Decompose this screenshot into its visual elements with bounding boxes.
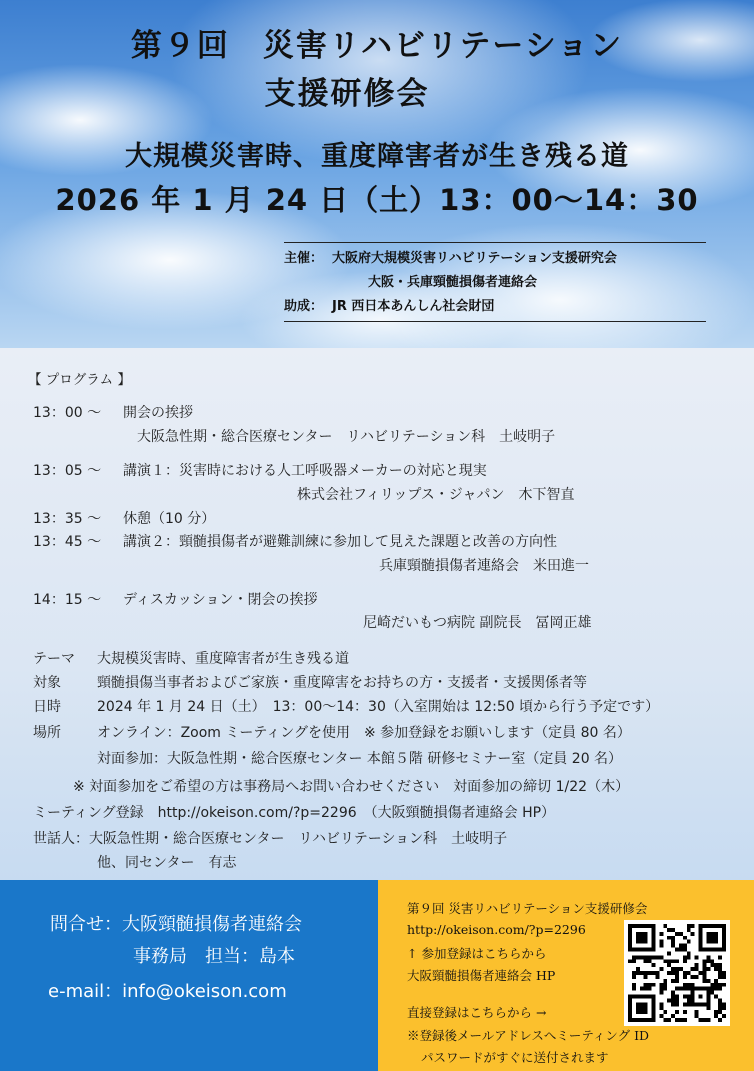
contact-email[interactable]: e-mail：info@okeison.com [48,981,287,1002]
target-value: 頸髄損傷当事者およびご家族・重度障害をお持ちの方・支援者・支援関係者等 [97,675,587,691]
date-label: 日時 [33,699,61,715]
event-datetime: 2026 年 1 月 24 日（土）13：00～14：30 [55,183,699,217]
program-time: 13：45 ～ [33,534,102,550]
program-time: 13：00 ～ [33,405,102,421]
meeting-registration: ミーティング登録 http://okeison.com/?p=2296 （大阪頸髄損傷者連絡会 HP） [33,805,556,821]
venue-onsite: 対面参加：大阪急性期・総合医療センター 本館５階 研修セミナー室（定員 20 名） [97,751,623,767]
venue-label: 場所 [33,725,61,741]
host-line-1 [284,247,706,271]
host-1: 大阪府大規模災害リハビリテーション支援研究会 [332,251,617,266]
support-line [284,295,706,319]
program-title: 講演１：災害時における人工呼吸器メーカーの対応と現実 [123,463,487,479]
program-speaker: 大阪急性期・総合医療センター リハビリテーション科 土岐明子 [137,429,556,445]
title-line-2: 支援研修会 [264,76,430,112]
program-section [0,348,754,880]
register-note-1: ※登録後メールアドレスへミーティング ID [407,1028,650,1043]
program-time: 13：35 ～ [33,511,102,527]
caretaker-label: 世話人： [33,831,89,847]
register-site[interactable]: 大阪頸髄損傷者連絡会 HP [407,968,556,983]
program-speaker: 尼崎だいもつ病院 副院長 冨岡正雄 [363,615,592,631]
register-title: 第９回 災害リハビリテーション支援研修会 [407,901,648,916]
title-line-1: 第９回 災害リハビリテーション [130,28,624,64]
venue-online: オンライン：Zoom ミーティングを使用 ※ 参加登録をお願いします（定員 80 名） [97,725,631,741]
program-item-1 [33,460,487,480]
host-2: 大阪・兵庫頸髄損傷者連絡会 [368,275,538,290]
program-title: 休憩（10 分） [123,511,216,527]
host-label: 主催： [284,251,324,266]
date-row [33,696,659,716]
date-value: 2024 年 1 月 24 日（土） 13：00～14：30（入室開始は 12:50 頃から行う予定です） [97,699,660,715]
register-direct: 直接登録はこちらから → [407,1005,547,1020]
contact-line-2: 事務局 担当：島本 [133,946,295,967]
organizers-box [284,242,706,322]
program-title: 講演２：頸髄損傷者が避難訓練に参加して見えた課題と改善の方向性 [123,534,557,550]
registration-box [378,880,754,1071]
caretaker-row [33,828,507,848]
theme-value: 大規模災害時、重度障害者が生き残る道 [97,651,349,667]
target-label: 対象 [33,675,61,691]
register-arrow-text: ↑ 参加登録はこちらから [407,946,547,961]
program-time: 14：15 ～ [33,592,102,608]
theme-row [33,648,349,668]
venue-row [33,722,631,742]
support-org: JR 西日本あんしん社会財団 [332,299,495,314]
header-banner [0,0,754,348]
host-line-2 [284,271,706,295]
contact-box [0,880,378,1071]
program-title: 開会の挨拶 [123,405,193,421]
program-speaker: 兵庫頸髄損傷者連絡会 米田進一 [379,558,589,574]
target-row [33,672,587,692]
program-title: ディスカッション・閉会の挨拶 [123,592,318,608]
contact-line-1: 問合せ：大阪頸髄損傷者連絡会 [50,914,302,935]
program-item-0 [33,402,193,422]
subtitle: 大規模災害時、重度障害者が生き残る道 [125,141,629,172]
theme-label: テーマ [33,651,75,667]
program-label: 【 プログラム 】 [28,372,131,388]
caretaker-2: 他、同センター 有志 [97,855,237,871]
program-item-2 [33,508,215,528]
register-note-2: パスワードがすぐに送付されます [421,1050,609,1065]
program-item-4 [33,589,317,609]
program-speaker: 株式会社フィリップス・ジャパン 木下智直 [297,487,575,503]
register-url[interactable]: http://okeison.com/?p=2296 [407,922,586,937]
program-time: 13：05 ～ [33,463,102,479]
caretaker-1: 大阪急性期・総合医療センター リハビリテーション科 土岐明子 [89,831,508,847]
program-item-3 [33,531,557,551]
qr-code-icon[interactable] [624,920,730,1026]
onsite-note: ※ 対面参加をご希望の方は事務局へお問い合わせください 対面参加の締切 1/22（木） [73,779,630,795]
support-label: 助成： [284,299,324,314]
